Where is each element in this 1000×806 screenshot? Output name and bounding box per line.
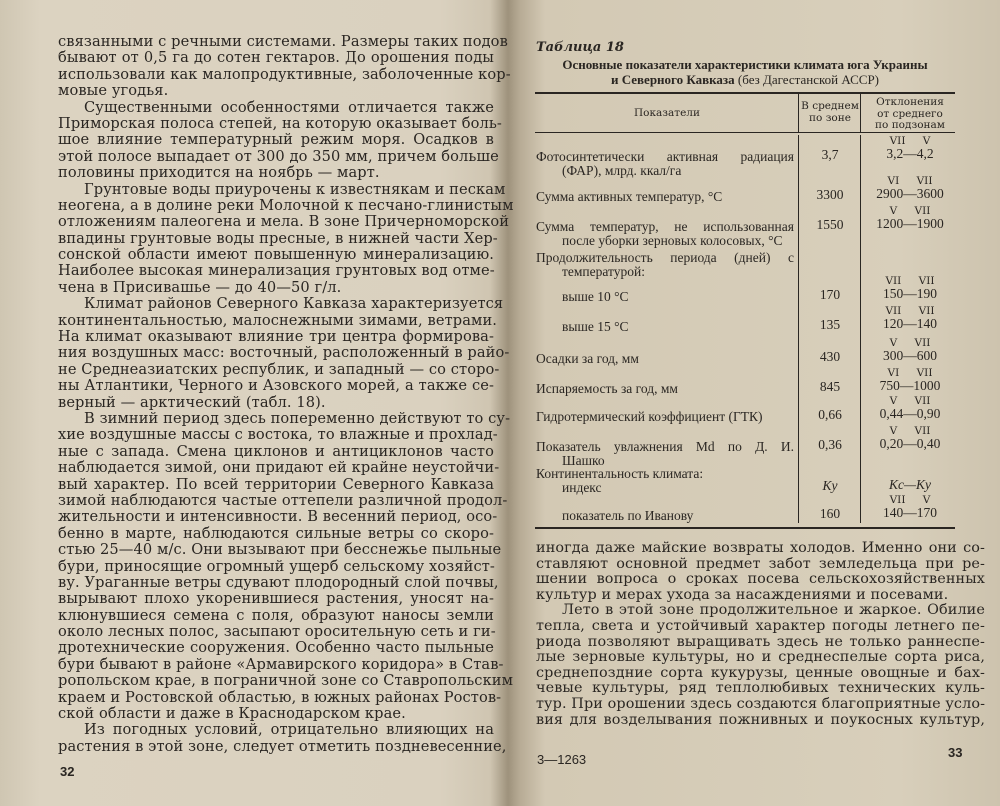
text-line: использовали как малопродуктивные, заболоченные кор- — [58, 65, 511, 83]
paragraph — [58, 295, 510, 411]
row-average: 3300 — [816, 187, 844, 202]
table-top-rule — [535, 92, 955, 94]
row-subzone-numerals: VI VII — [887, 175, 933, 187]
text-line: зимой наблюдаются частые оттепели различной продол- — [58, 491, 508, 509]
text-line: чена в Присивашье — до 40—50 г/л. — [58, 278, 342, 296]
row-subzone-numerals: V VII — [889, 337, 931, 349]
text-line: жительности и интенсивности. В весенний период, осо- — [58, 508, 498, 526]
row-deviation: 1200—1900 — [876, 216, 944, 231]
paragraph — [58, 98, 502, 182]
text-line: тепла, света и устойчивый характер погоды летнего пе- — [536, 617, 985, 634]
row-subzone-numerals: VII V — [889, 135, 931, 147]
text-line: растения в этой зоне, следует отметить поздневесенние, — [58, 737, 507, 755]
text-line: ву. Ураганные ветры сдувают плодородный слой почвы, — [58, 573, 499, 591]
text-line: Климат районов Северного Кавказа характеризуется — [84, 295, 504, 313]
text-line: ния воздушных масс: восточный, расположенный в райо- — [58, 344, 510, 362]
row-subzone-numerals: VII VII — [885, 275, 935, 287]
text-line: ропольском крае, в пограничной зоне со Ставропольским — [58, 672, 514, 690]
row-label: Фотосинтетически активная радиация — [536, 149, 794, 164]
row-subzone-numerals: VII V — [889, 494, 931, 506]
text-line: бури бывают в районе «Армавирского коридора» в Став- — [58, 655, 504, 673]
paragraph — [536, 541, 985, 603]
text-line: лые зерновые культуры, но и среднеспелые сорта риса, — [536, 649, 985, 666]
row-average: 160 — [819, 506, 841, 521]
row-average: 170 — [819, 287, 841, 302]
left-page-text — [58, 33, 514, 755]
text-line: Из погодных условий, отрицательно влияющих на — [84, 721, 494, 739]
text-line: отложениям палеогена и мела. В зоне Причерноморской — [58, 213, 510, 231]
header-line: Отклонения — [876, 96, 944, 108]
text-line: вый характер. По всей территории Северного Кавказа — [58, 475, 494, 493]
text-line: Приморская полоса степей, на которую оказывает боль- — [58, 114, 502, 132]
text-line: хие воздушные массы с востока, то влажные и прохлад- — [58, 426, 498, 444]
paragraph — [58, 409, 514, 723]
text-line: ные с запада. Смена циклонов и антициклонов часто — [58, 442, 494, 460]
row-average: Kу — [822, 478, 838, 493]
text-line: шое влияние температурный режим моря. Осадков в — [58, 131, 494, 149]
text-line: краем и Ростовской областью, в южных районах Ростов- — [58, 688, 502, 706]
text-line: связанными с речными системами. Размеры таких подов — [58, 33, 508, 50]
table-title-line2 — [535, 73, 955, 87]
page-number-left: 32 — [60, 764, 75, 779]
text-line: вырывают плохо укоренившиеся растения, уносят на- — [58, 590, 494, 608]
text-line: В зимний период здесь попеременно действуют то су- — [84, 409, 511, 427]
row-label: выше 10 °С — [562, 289, 629, 304]
row-deviation: 300—600 — [883, 348, 937, 363]
row-deviation: 750—1000 — [879, 378, 941, 393]
text-line: континентальностью, малоснежными зимами, ветрами. — [58, 311, 498, 329]
row-subzone-numerals: VI VII — [887, 367, 933, 379]
table-header-rule — [535, 132, 955, 133]
row-average: 3,7 — [821, 147, 839, 162]
row-deviation: 0,20—0,40 — [879, 436, 941, 451]
text-line: бенно в марте, наблюдаются сильные ветры со скоро- — [58, 524, 494, 542]
text-line: наблюдается зимой, они придают ей крайне неустойчи- — [58, 459, 500, 477]
text-line: половины приходится на ноябрь — март. — [58, 164, 380, 182]
header-indicators: Показатели — [634, 107, 700, 119]
text-line: риода позволяют выращивать здесь не только раннеспе- — [536, 633, 985, 650]
row-deviation: 140—170 — [883, 505, 937, 520]
paragraph — [58, 33, 511, 100]
row-label: Гидротермический коэффициент (ГТК) — [536, 409, 763, 424]
header-zone-average — [800, 101, 860, 124]
header-line: по зоне — [809, 111, 851, 124]
text-line: Лето в этой зоне продолжительное и жаркое. Обилие — [562, 602, 985, 619]
row-label: показатель по Иванову — [562, 508, 694, 523]
row-label: Испаряемость за год, мм — [536, 381, 678, 396]
header-line: В среднем — [801, 100, 859, 112]
text-line: этой полосе выпадает от 300 до 350 мм, причем больше — [58, 147, 499, 165]
row-label: индекс — [562, 480, 602, 495]
paragraph — [58, 721, 507, 755]
row-label: Сумма температур, не использованная — [536, 219, 794, 234]
row-subzone-numerals: V VII — [889, 395, 931, 407]
right-page-text — [536, 541, 985, 728]
row-subzone-numerals: V VII — [889, 205, 931, 217]
row-label: Показатель увлажнения Md по Д. И. — [536, 439, 794, 454]
text-line: бури, приносящие огромный ущерб сельскому хозяйст- — [58, 557, 495, 575]
text-line: стью 25—40 м/с. Они вызывают при бесснежье пыльные — [58, 541, 502, 559]
row-deviation: 2900—3600 — [876, 186, 944, 201]
text-line: ской области и даже в Краснодарском крае. — [58, 705, 406, 723]
row-label: (ФАР), млрд. ккал/га — [562, 163, 682, 178]
text-line: вия для возделывания пожнивных и поукосных культур, — [536, 711, 985, 728]
row-deviation: 120—140 — [883, 316, 937, 331]
row-label: Сумма активных температур, °С — [536, 189, 723, 204]
row-label: Продолжительность периода (дней) с — [536, 250, 794, 265]
text-line: Наиболее высокая минерализация грунтовых вод отме- — [58, 262, 495, 280]
text-line: ны Атлантики, Черного и Азовского морей, а также се- — [58, 377, 494, 395]
table-title-bold: и Северного Кавказа — [610, 72, 735, 87]
paragraph — [58, 180, 514, 297]
table-bottom-rule — [535, 527, 955, 529]
text-line: мовые угодья. — [58, 82, 169, 100]
row-label: выше 15 °С — [562, 319, 629, 334]
text-line: верный — арктический (табл. 18). — [58, 393, 326, 411]
text-line: около лесных полос, засыпают оросительную сеть и ги- — [58, 623, 496, 641]
text-line: ставляют основной предмет забот земледельца при ре- — [536, 555, 985, 572]
row-label: Шашко — [562, 453, 605, 468]
text-line: Грунтовые воды приурочены к известнякам и пескам — [84, 180, 506, 198]
header-line: от среднего — [877, 107, 943, 120]
row-average: 0,66 — [818, 407, 842, 422]
row-deviation: Kс—Kу — [889, 477, 931, 492]
row-subzone-numerals: VII VII — [885, 305, 935, 317]
row-average: 845 — [819, 379, 841, 394]
text-line: дротехнические сооружения. Особенно часто пыльные — [58, 639, 494, 657]
row-label: температурой: — [562, 264, 645, 279]
page-number-right: 33 — [948, 745, 963, 760]
header-deviation — [862, 97, 958, 132]
row-subzone-numerals: V VII — [889, 425, 931, 437]
row-deviation: 150—190 — [883, 286, 937, 301]
row-average: 135 — [819, 317, 841, 332]
text-line: неогена, а в долине реки Молочной к песчано-глинистым — [58, 196, 514, 214]
text-line: впадины грунтовые воды пресные, в нижней части Хер- — [58, 229, 498, 247]
text-line: не Среднеазиатских республик, и западный — со сторо- — [58, 360, 500, 378]
table-caption: Таблица 18 — [536, 40, 624, 55]
signature-mark: 3—1263 — [537, 752, 587, 767]
text-line: иногда даже майские возвраты холодов. Именно они со- — [536, 540, 985, 556]
row-label: Осадки за год, мм — [536, 351, 639, 366]
text-line: клюнувшиеся семена с поля, образуют наносы земли — [58, 606, 494, 624]
row-label: после уборки зерновых колосовых, °С — [562, 233, 783, 248]
text-line: сонской области имеют повышенную минерализацию. — [58, 246, 494, 264]
text-line: бывают от 0,5 га до сотен гектаров. До орошения поды — [58, 49, 494, 67]
row-deviation: 0,44—0,90 — [879, 406, 941, 421]
text-line: На климат оказывают влияние три центра формирова- — [58, 328, 494, 346]
row-label: Континентальность климата: — [536, 466, 704, 481]
row-average: 0,36 — [818, 437, 842, 452]
paragraph — [536, 603, 985, 728]
text-line: тур. При орошении здесь создаются благоприятные усло- — [536, 695, 986, 712]
text-line: шении вопроса о сроках посева сельскохозяйственных — [536, 571, 985, 588]
row-deviation: 3,2—4,2 — [886, 146, 934, 161]
row-average: 1550 — [816, 217, 844, 232]
text-line: среднепоздние сорта кукурузы, ценные овощные и бах- — [536, 664, 985, 681]
row-average: 430 — [819, 349, 841, 364]
text-line: Существенными особенностями отличается также — [84, 98, 494, 116]
table-title-normal: (без Дагестанской АССР) — [734, 72, 880, 87]
text-line: чевые культуры, ряд теплолюбивых технических куль- — [536, 680, 985, 697]
header-line: по подзонам — [875, 119, 945, 131]
text-line: культур и мерах ухода за насаждениями и посевами. — [536, 586, 949, 603]
table-title-line1: Основные показатели характеристики климата юга Украины — [562, 57, 928, 72]
